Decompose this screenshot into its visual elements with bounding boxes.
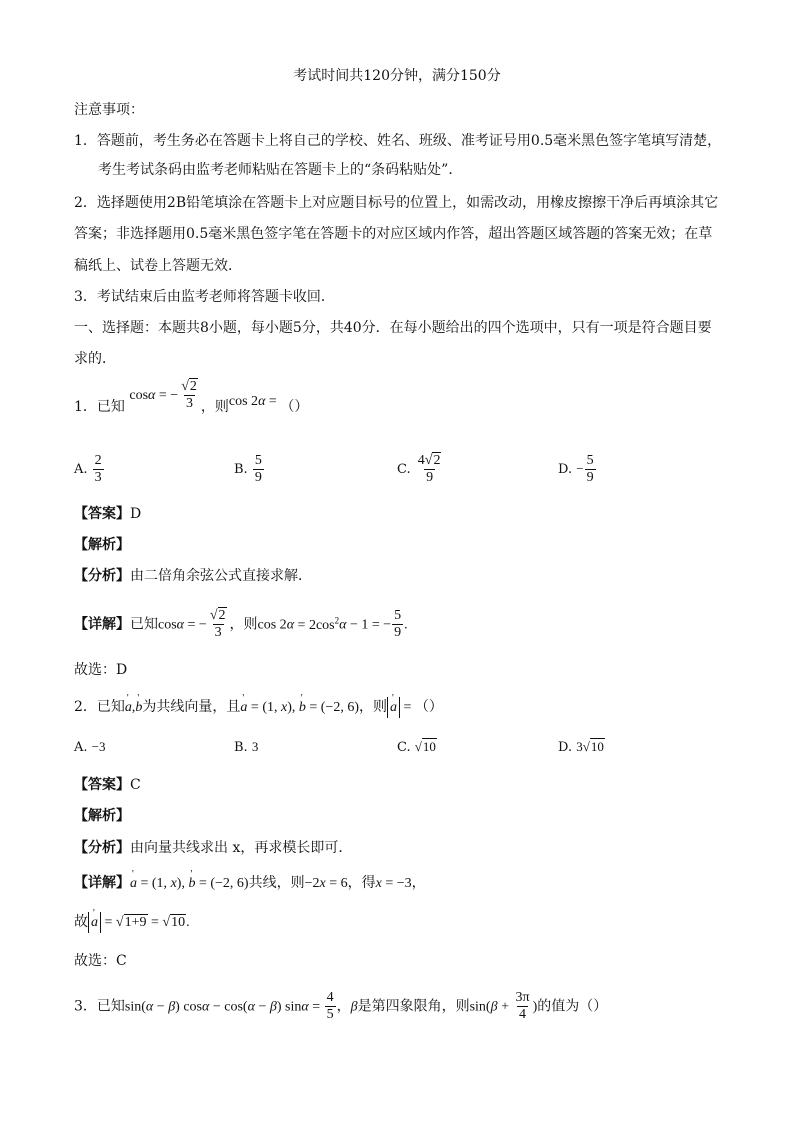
notice-title: 注意事项： bbox=[74, 102, 144, 118]
q1-prefix: 1．已知 bbox=[74, 399, 125, 415]
notice-item-2: 2．选择题使用2B铅笔填涂在答题卡上对应题目标号的位置上，如需改动，用橡皮擦擦干净后再填涂其它 bbox=[74, 195, 719, 211]
q1-target-formula: cos 2α = bbox=[228, 394, 281, 409]
q1-option-b: B. $\frac{5}{9}$ bbox=[234, 453, 262, 485]
q1-fenxi: 【分析】由二倍角余弦公式直接求解． bbox=[74, 568, 312, 584]
notice-item-3: 3．考试结束后由监考老师将答题卡收回． bbox=[74, 289, 335, 305]
q2-analysis-tag: 【解析】 bbox=[74, 808, 130, 824]
q1-choose: 故选：D bbox=[74, 662, 128, 678]
exam-info: 考试时间共120分钟，满分150分 bbox=[293, 68, 501, 84]
q2-option-a: A. −3 bbox=[74, 739, 106, 755]
q1-answer: 【答案】D bbox=[74, 506, 142, 522]
q2-option-d: D. 3√10 bbox=[558, 739, 604, 755]
question-3: 3．已知sin(α − β) cosα − cos(α − β) sinα = $\frac{4}{5}$ ，β是第四象限角，则sin(β + $\frac{3\pi}{4}$ )的值为（） bbox=[74, 990, 608, 1022]
q1-option-d: D. − $\frac{5}{9}$ bbox=[558, 453, 594, 485]
q1-option-c: C. $\frac{4√2}{9}$ bbox=[397, 453, 441, 485]
q2-detail: 【详解】' a = (1, x), ' b = (−2, 6)共线，则−2x = 6，得x = −3， bbox=[74, 873, 426, 894]
q1-given-formula: cosα = − $\frac{√2}{3}$ bbox=[129, 378, 197, 411]
q1-then: ，则 bbox=[200, 399, 229, 415]
notice-item-2-cont: 答案；非选择题用0.5毫米黑色签字笔在答题卡的对应区域内作答，超出答题区域答题的答案无效；在草 bbox=[74, 226, 713, 242]
notice-item-1-cont: 考生考试条码由监考老师粘贴在答题卡上的“条码粘贴处”． bbox=[98, 162, 463, 178]
q1-detail: 【详解】已知cosα = − $\frac{√2}{3}$ ，则$\cos 2\alpha = 2\cos^2\alpha - 1$ = − $\frac{5}{9}$ . bbox=[74, 608, 408, 640]
q2-option-c: C. √10 bbox=[397, 739, 436, 755]
q1-blank: （） bbox=[280, 399, 309, 415]
section-heading: 一、选择题：本题共8小题，每小题5分，共40分．在每小题给出的四个选项中，只有一项是符合题目要 bbox=[74, 320, 712, 336]
notice-item-1: 1．答题前，考生务必在答题卡上将自己的学校、姓名、班级、准考证号用0.5毫米黑色签字笔填写清楚， bbox=[74, 133, 722, 149]
q1-option-a: A. $\frac{2}{3}$ bbox=[74, 453, 102, 485]
q2-option-b: B. 3 bbox=[234, 739, 259, 755]
section-heading-cont: 求的． bbox=[74, 351, 116, 367]
q2-fenxi: 【分析】由向量共线求出 x，再求模长即可． bbox=[74, 840, 353, 856]
q2-answer: 【答案】C bbox=[74, 777, 141, 793]
question-1 bbox=[74, 378, 309, 425]
notice-item-2-cont2: 稿纸上、试卷上答题无效． bbox=[74, 258, 242, 274]
question-2: 2．已知' a,' b为共线向量，且' a = (1, x), ' b = (−2, 6)，则' a = （） bbox=[74, 697, 443, 718]
q2-so: 故' a = √1+9 = √10. bbox=[74, 912, 190, 933]
q1-analysis-tag: 【解析】 bbox=[74, 537, 130, 553]
q2-choose: 故选：C bbox=[74, 953, 127, 969]
